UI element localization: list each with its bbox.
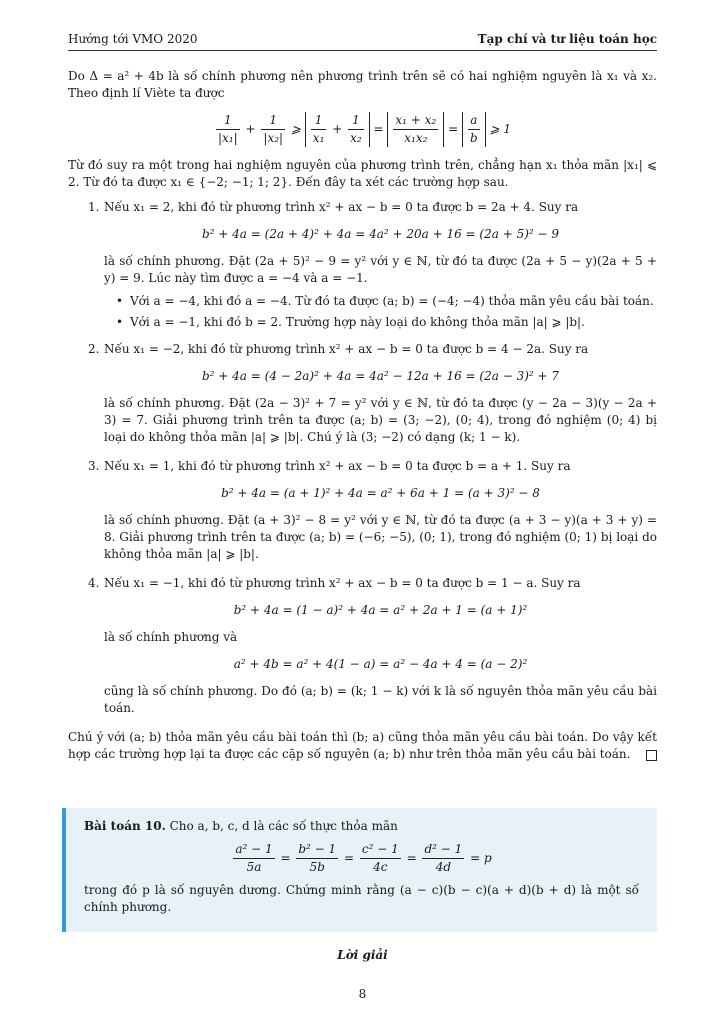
intro-paragraph: Do Δ = a² + 4b là số chính phương nên phương trình trên sẽ có hai nghiệm nguyên là x₁ và x₂. Theo định lí Viète ta được xyxy=(68,69,657,100)
case-text: là số chính phương. Đặt (2a − 3)² + 7 = y² với y ∈ ℕ, từ đó ta được (y − 2a − 3)(y − 2a + 3) = 7. Giải phương trình trên ta được (a; b) = (3; −2), (0; 4), trong đó nghiệm (0; 4) bị loại do không thỏa mãn |a| ⩾ |b|. Chú ý là (3; −2) có dạng (k; 1 − k). xyxy=(104,396,657,444)
case-text: là số chính phương. Đặt (a + 3)² − 8 = y² với y ∈ ℕ, từ đó ta được (a + 3 − y)(a + 3 + y) = 8. Giải phương trình trên ta được (a; b) = (−6; −5), (0; 1), trong đó nghiệm (0; 1) bị loại do không thỏa mãn |a| ⩾ |b|. xyxy=(104,513,657,561)
case-lead: Nếu x₁ = 1, khi đó từ phương trình x² + ax − b = 0 ta được b = a + 1. Suy ra xyxy=(104,459,571,473)
page-number: 8 xyxy=(358,987,367,1001)
problem-body: trong đó p là số nguyên dương. Chứng minh rằng (a − c)(b − c)(a + d)(b + d) là một số chính phương. xyxy=(84,883,639,914)
problem-title: Bài toán 10. xyxy=(84,819,166,833)
qed-box-icon xyxy=(646,750,657,761)
problem-equation: $\frac{\text{a² − 1}}{5a}$ = $\frac{\text{b² − 1}}{5b}$ = $\frac{\text{c² − 1}}{4c}$ = $\frac{\text{d² − 1}}{4d}$ = p xyxy=(235,842,492,874)
case-lead: Nếu x₁ = −2, khi đó từ phương trình x² + ax − b = 0 ta được b = 4 − 2a. Suy ra xyxy=(104,342,589,356)
case-1: 1. Nếu x₁ = 2, khi đó từ phương trình x² + ax − b = 0 ta được b = 2a + 4. Suy ra b² + 4a = (2a + 4)² + 4a = 4a² + 20a + 16 = (2a + 5)² − 9 là số chính phương. Đặt (2a + 5)² − 9 = y² với y ∈ ℕ, từ đó ta được (2a + 5 − y)(2a + 5 + y) = 9. Lúc này tìm được a = −4 và a = −1. • Với a = −4, khi đó a = −4. Từ đó ta được (a; b) = (−4; −4) thỏa mãn yêu cầu bài toán. • Với a = −1, khi đó b = 2. Trường hợp này loại do không thỏa mãn |a| ⩾ |b|. xyxy=(88,200,657,329)
header-right: Tạp chí và tư liệu toán học xyxy=(477,32,657,46)
case-equation: a² + 4b = a² + 4(1 − a) = a² − 4a + 4 = (a − 2)² xyxy=(233,657,528,671)
main-content xyxy=(68,68,657,771)
case-equation: b² + 4a = (2a + 4)² + 4a = 4a² + 20a + 16 = (2a + 5)² − 9 xyxy=(201,227,560,241)
case-3: 3. Nếu x₁ = 1, khi đó từ phương trình x² + ax − b = 0 ta được b = a + 1. Suy ra b² + 4a = (a + 1)² + 4a = a² + 6a + 1 = (a + 3)² − 8 là số chính phương. Đặt (a + 3)² − 8 = y² với y ∈ ℕ, từ đó ta được (a + 3 − y)(a + 3 + y) = 8. Giải phương trình trên ta được (a; b) = (−6; −5), (0; 1), trong đó nghiệm (0; 1) bị loại do không thỏa mãn |a| ⩾ |b|. xyxy=(88,459,657,561)
fraction: $\frac{1}{\text{|x₂|}}$ xyxy=(263,113,284,145)
viete-inequality: $\frac{1}{\text{|x₁|}}$ + $\frac{1}{\text{|x₂|}}$ ⩾ $\frac{1}{\text{x₁}}$ + $\frac{1}{\text{x₂}}$ = $\frac{\text{x₁ + x₂}}{\text{x₁x₂}}$ = $\frac{a}{b}$ ⩾ 1 xyxy=(218,113,511,145)
case-lead: Nếu x₁ = 2, khi đó từ phương trình x² + ax − b = 0 ta được b = 2a + 4. Suy ra xyxy=(104,200,579,214)
page-header xyxy=(68,24,657,51)
case-equation: b² + 4a = (4 − 2a)² + 4a = 4a² − 12a + 16 = (2a − 3)² + 7 xyxy=(201,369,560,383)
case-2: 2. Nếu x₁ = −2, khi đó từ phương trình x² + ax − b = 0 ta được b = 4 − 2a. Suy ra b² + 4a = (4 − 2a)² + 4a = 4a² − 12a + 16 = (2a − 3)² + 7 là số chính phương. Đặt (2a − 3)² + 7 = y² với y ∈ ℕ, từ đó ta được (y − 2a − 3)(y − 2a + 3) = 7. Giải phương trình trên ta được (a; b) = (3; −2), (0; 4), trong đó nghiệm (0; 4) bị loại do không thỏa mãn |a| ⩾ |b|. Chú ý là (3; −2) có dạng (k; 1 − k). xyxy=(88,342,657,444)
case-equation: b² + 4a = (a + 1)² + 4a = a² + 6a + 1 = (a + 3)² − 8 xyxy=(221,486,540,500)
fraction: $\frac{1}{\text{|x₁|}}$ xyxy=(218,113,238,145)
absolute-value: $\frac{\text{x₁ + x₂}}{\text{x₁x₂}}$ xyxy=(387,112,444,147)
bullet-item: • Với a = −1, khi đó b = 2. Trường hợp này loại do không thỏa mãn |a| ⩾ |b|. xyxy=(116,315,585,329)
case-text: cũng là số chính phương. Do đó (a; b) = (k; 1 − k) với k là số nguyên thỏa mãn yêu cầu bài toán. xyxy=(104,684,657,715)
conclusion-paragraph: Chú ý với (a; b) thỏa mãn yêu cầu bài toán thì (b; a) cũng thỏa mãn yêu cầu bài toán. Do vậy kết hợp các trường hợp lại ta được các cặp số nguyên (a; b) như trên thỏa mãn yêu cầu bài toán. xyxy=(68,730,657,761)
absolute-value: $\frac{1}{\text{x₁}}$ + $\frac{1}{\text{x₂}}$ xyxy=(305,112,370,147)
cases-intro: Từ đó suy ra một trong hai nghiệm nguyên của phương trình trên, chẳng hạn x₁ thỏa mãn |x₁| ⩽ 2. Từ đó ta được x₁ ∈ {−2; −1; 1; 2}. Đến đây ta xét các trường hợp sau. xyxy=(68,158,657,189)
case-equation: b² + 4a = (1 − a)² + 4a = a² + 2a + 1 = (a + 1)² xyxy=(233,603,528,617)
case-text: là số chính phương. Đặt (2a + 5)² − 9 = y² với y ∈ ℕ, từ đó ta được (2a + 5 − y)(2a + 5 + y) = 9. Lúc này tìm được a = −4 và a = −1. xyxy=(104,254,657,285)
case-lead: Nếu x₁ = −1, khi đó từ phương trình x² + ax − b = 0 ta được b = 1 − a. Suy ra xyxy=(104,576,581,590)
header-left: Hướng tới VMO 2020 xyxy=(68,32,198,46)
problem-lead: Cho a, b, c, d là các số thực thỏa mãn xyxy=(169,819,398,833)
solution-heading: Lời giải xyxy=(337,948,388,962)
absolute-value: $\frac{a}{b}$ xyxy=(462,112,486,147)
case-text: là số chính phương và xyxy=(104,630,238,644)
bullet-item: • Với a = −4, khi đó a = −4. Từ đó ta được (a; b) = (−4; −4) thỏa mãn yêu cầu bài toán. xyxy=(116,294,654,308)
problem-box xyxy=(62,808,657,932)
case-4: 4. Nếu x₁ = −1, khi đó từ phương trình x² + ax − b = 0 ta được b = 1 − a. Suy ra b² + 4a = (1 − a)² + 4a = a² + 2a + 1 = (a + 1)² là số chính phương và a² + 4b = a² + 4(1 − a) = a² − 4a + 4 = (a − 2)² cũng là số chính phương. Do đó (a; b) = (k; 1 − k) với k là số nguyên thỏa mãn yêu cầu bài toán. xyxy=(88,576,657,715)
